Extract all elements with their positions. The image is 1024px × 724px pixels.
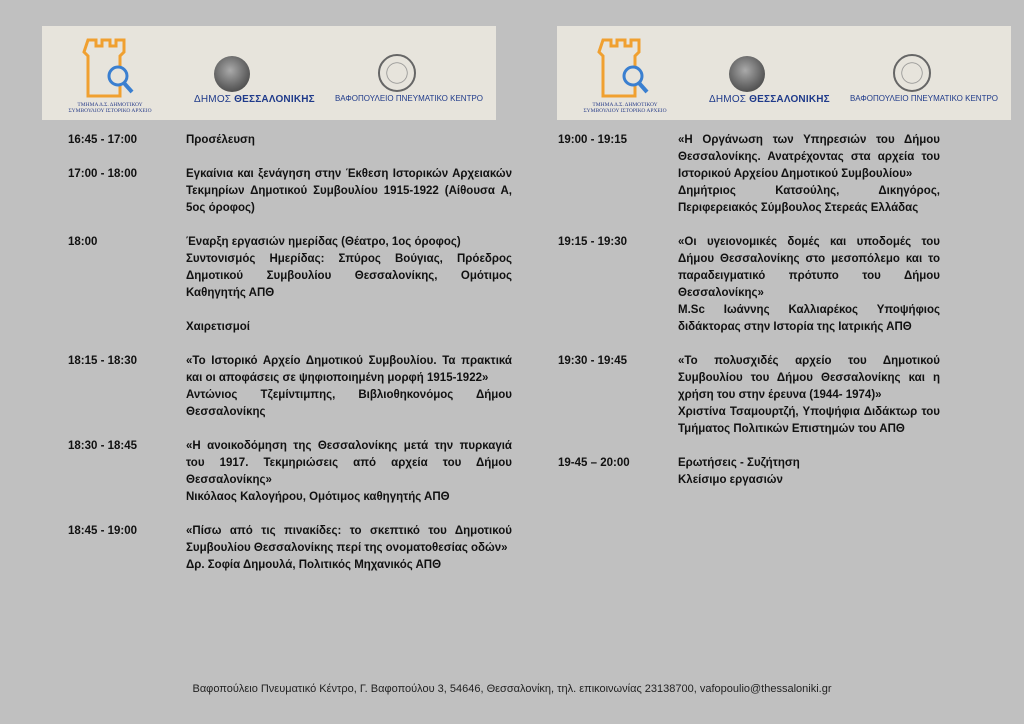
center-name: ΒΑΦΟΠΟΥΛΕΙΟ ΠΝΕΥΜΑΤΙΚΟ ΚΕΝΤΡΟ [849,94,999,103]
program-entry [558,234,940,336]
program-entry [68,353,512,421]
entry-time: 18:15 - 18:30 [68,355,138,367]
entry-line: M.Sc Ιωάννης Καλλιαρέκος Υποψήφιος διδάκτορας στην Ιστορία της Ιατρικής ΑΠΘ [678,304,940,333]
entry-time: 18:30 - 18:45 [68,440,138,452]
entry-time: 19:30 - 19:45 [558,355,628,367]
entry-time: 16:45 - 17:00 [68,134,138,146]
program-entry [68,132,512,149]
program-entry [558,455,940,489]
entry-line: «Πίσω από τις πινακίδες: το σκεπτικό του Δημοτικού Συμβουλίου Θεσσαλονίκης περί της ονοματοθεσίας οδών» [186,525,512,554]
program-entry [68,166,512,217]
municipality-name: ΔΗΜΟΣ ΘΕΣΣΑΛΟΝΙΚΗΣ [709,94,830,105]
entry-line: Έναρξη εργασιών ημερίδας (Θέατρο, 1ος όροφος) [186,236,461,248]
program-entry [558,132,940,217]
program-left-column [68,132,512,591]
footer-address: Βαφοπούλειο Πνευματικό Κέντρο, Γ. Βαφοπούλου 3, 54646, Θεσσαλονίκη, τηλ. επικοινωνίας 23138700, vafopoulio@thessaloniki.gr [192,683,832,695]
entry-line: Δημήτριος Κατσούλης, Δικηγόρος, Περιφερειακός Σύμβουλος Στερεάς Ελλάδας [678,185,940,214]
program-entry [558,353,940,438]
coin-logo [214,56,250,92]
entry-time: 19-45 – 20:00 [558,457,630,469]
tower-magnifier-logo [70,32,150,112]
coin-logo [729,56,765,92]
seal-logo [893,54,931,92]
entry-line: «Το πολυσχιδές αρχείο του Δημοτικού Συμβουλίου του Δήμου Θεσσαλονίκης και η χρήση του στην έρευνα (1944- 1974)» [678,355,940,401]
entry-time: 18:00 [68,236,98,248]
municipality-name: ΔΗΜΟΣ ΘΕΣΣΑΛΟΝΙΚΗΣ [194,94,315,105]
entry-time: 19:15 - 19:30 [558,236,628,248]
entry-line: «Η ανοικοδόμηση της Θεσσαλονίκης μετά την πυρκαγιά του 1917. Τεκμηριώσεις από αρχεία του Δήμου Θεσσαλονίκης» [186,440,512,486]
entry-line: «Οι υγειονομικές δομές και υποδομές του Δήμου Θεσσαλονίκης στο μεσοπόλεμο και το παραδειγματικό πρότυπο του Δήμου Θεσσαλονίκης» [678,236,940,299]
program-entry [68,234,512,336]
entry-line: Εγκαίνια και ξενάγηση στην Έκθεση Ιστορικών Αρχειακών Τεκμηρίων Δημοτικού Συμβουλίου 1915-1922 (Αίθουσα Α, 5ος όροφος) [186,168,512,214]
entry-line: Χριστίνα Τσαμουρτζή, Υποψήφια Διδάκτωρ του Τμήματος Πολιτικών Επιστημών του ΑΠΘ [678,406,940,435]
center-name: ΒΑΦΟΠΟΥΛΕΙΟ ΠΝΕΥΜΑΤΙΚΟ ΚΕΝΤΡΟ [334,94,484,103]
entry-line: Ερωτήσεις - Συζήτηση [678,457,800,469]
entry-line: Προσέλευση [186,134,255,146]
entry-line: «Η Οργάνωση των Υπηρεσιών του Δήμου Θεσσαλονίκης. Ανατρέχοντας στα αρχεία του Ιστορικού Αρχείου Δημοτικού Συμβουλίου» [678,134,940,180]
entry-line: Συντονισμός Ημερίδας: Σπύρος Βούγιας, Πρόεδρος Δημοτικού Συμβουλίου Θεσσαλονίκης, Ομότιμος Καθηγητής ΑΠΘ [186,253,512,299]
entry-line: «Το Ιστορικό Αρχείο Δημοτικού Συμβουλίου. Τα πρακτικά και οι αποφάσεις σε ψηφιοποιημένη μορφή 1915-1922» [186,355,512,384]
program-entry [68,523,512,574]
seal-logo [378,54,416,92]
archive-logo-text: ΤΜΗΜΑ Δ.Σ. ΔΗΜΟΤΙΚΟΥ ΣΥΜΒΟΥΛΙΟΥ ΙΣΤΟΡΙΚΟ ΑΡΧΕΙΟ [583,102,667,114]
archive-logo-text: ΤΜΗΜΑ Δ.Σ. ΔΗΜΟΤΙΚΟΥ ΣΥΜΒΟΥΛΙΟΥ ΙΣΤΟΡΙΚΟ ΑΡΧΕΙΟ [68,102,152,114]
program-right-column [558,132,940,506]
entry-line [186,302,512,319]
entry-line: Δρ. Σοφία Δημουλά, Πολιτικός Μηχανικός ΑΠΘ [186,559,442,571]
entry-line: Αντώνιος Τζεμίντιμπης, Βιβλιοθηκονόμος Δήμου Θεσσαλονίκης [186,389,512,418]
entry-line: Κλείσιμο εργασιών [678,474,783,486]
entry-time: 18:45 - 19:00 [68,525,138,537]
entry-time: 19:00 - 19:15 [558,134,628,146]
header-banner-left [42,26,496,120]
program-entry [68,438,512,506]
entry-time: 17:00 - 18:00 [68,168,138,180]
entry-line: Χαιρετισμοί [186,321,250,333]
tower-magnifier-logo [585,32,665,112]
header-banner-right [557,26,1011,120]
entry-line: Νικόλαος Καλογήρου, Ομότιμος καθηγητής ΑΠΘ [186,491,450,503]
